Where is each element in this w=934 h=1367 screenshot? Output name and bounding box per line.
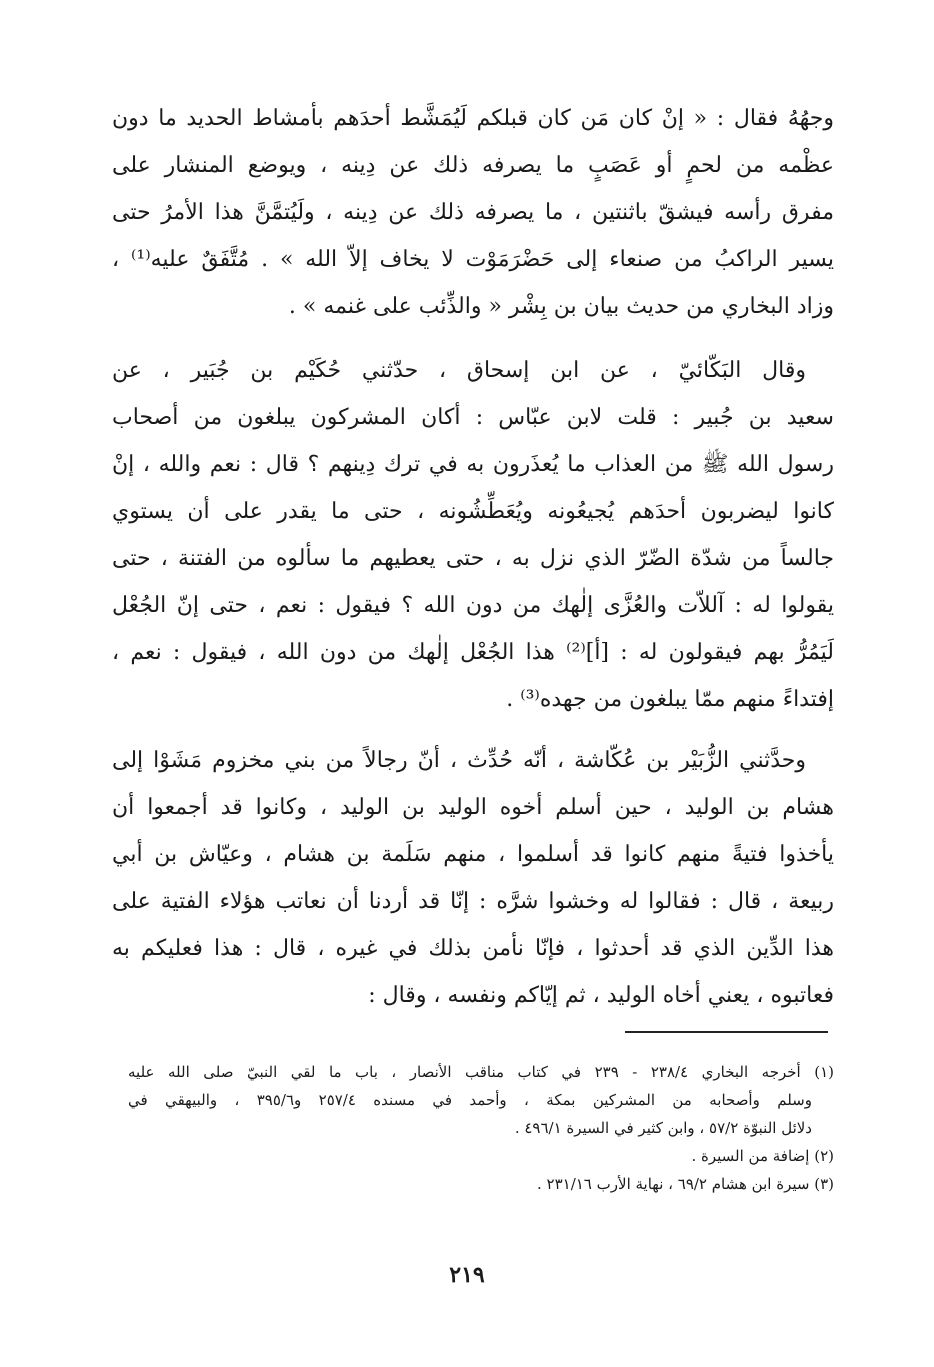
text-line: ربيعة ، قال : فقالوا له وخشوا شرَّه : إنّا قد أردنا أن نعاتب هؤلاء الفتية على: [112, 889, 834, 914]
text-line: كانوا ليضربون أحدَهم يُجيعُونه ويُعَطِّشُونه ، حتى ما يقدر على أن يستوي: [112, 499, 834, 524]
footnote-divider: [625, 1031, 828, 1033]
footnote-2: (٢) إضافة من السيرة .: [691, 1147, 834, 1165]
text-line: جالساً من شدّة الضّرّ الذي نزل به ، حتى يعطيهم ما سألوه من الفتنة ، حتى: [112, 546, 834, 571]
text-line: إفتداءً منهم ممّا يبلغون من جهده⁽³⁾ .: [506, 687, 834, 712]
footnote-1-line: وسلم وأصحابه من المشركين بمكة ، وأحمد في مسنده ٢٥٧/٤ و٣٩٥/٦ ، والبيهقي في: [128, 1091, 812, 1109]
text-line: يسير الراكبُ من صنعاء إلى حَضْرَمَوْت لا يخاف إلاّ الله » . مُتَّفَقٌ عليه⁽¹⁾ ،: [112, 247, 834, 272]
text-line: مفرق رأسه فيشقّ باثنتين ، ما يصرفه ذلك عن دِينه ، ولَيُتمَّنَّ هذا الأمرُ حتى: [112, 200, 834, 225]
text-line: لَيَمُرُّ بهم فيقولون له : [أ]⁽²⁾ هذا الجُعْل إلٰهك من دون الله ، فيقول : نعم ،: [112, 640, 834, 665]
paragraph-1: [112, 95, 834, 330]
text-line: وجهُهُ فقال : « إنْ كان مَن كان قبلكم لَيُمَشَّط أحدَهم بأمشاط الحديد ما دون: [112, 106, 834, 131]
footnote-3: (٣) سيرة ابن هشام ٦٩/٢ ، نهاية الأرب ٢٣١/١٦ .: [536, 1175, 834, 1193]
text-line: هذا الدِّين الذي قد أحدثوا ، فإنّا نأمن بذلك في غيره ، قال : هذا فعليكم به: [112, 936, 834, 961]
footnote-1-line: دلائل النبوّة ٥٧/٢ ، وابن كثير في السيرة ٤٩٦/١ .: [514, 1119, 812, 1137]
text-line: وزاد البخاري من حديث بيان بن بِشْر « والذِّئب على غنمه » .: [288, 294, 834, 319]
text-line: يقولوا له : آللاّت والعُزَّى إلٰهك من دون الله ؟ فيقول : نعم ، حتى إنّ الجُعْل: [112, 593, 834, 618]
footnotes: [128, 1058, 834, 1198]
text-line: وحدَّثني الزُّبَيْر بن عُكّاشة ، أنّه حُدِّث ، أنّ رجالاً من بني مخزوم مَشَوْا إلى: [112, 748, 806, 773]
paragraph-3: [112, 737, 834, 1019]
text-line: سعيد بن جُبير : قلت لابن عبّاس : أكان المشركون يبلغون من أصحاب: [112, 405, 834, 430]
paragraph-2: [112, 347, 834, 723]
text-line: وقال البَكّائيّ ، عن ابن إسحاق ، حدّثني حُكَيْم بن جُبَير ، عن: [112, 358, 806, 383]
text-line: هشام بن الوليد ، حين أسلم أخوه الوليد بن الوليد ، وكانوا قد أجمعوا أن: [112, 795, 834, 820]
text-line: يأخذوا فتيةً منهم كانوا قد أسلموا ، منهم سَلَمة بن هشام ، وعيّاش بن أبي: [112, 842, 834, 867]
text-line: رسول الله ﷺ من العذاب ما يُعذَرون به في ترك دِينهم ؟ قال : نعم والله ، إنْ: [112, 452, 834, 477]
page-number: ٢١٩: [449, 1262, 485, 1288]
footnote-1-line: (١) أخرجه البخاري ٢٣٨/٤ - ٢٣٩ في كتاب مناقب الأنصار ، باب ما لقي النبيّ صلى الله عليه: [128, 1063, 834, 1081]
text-line: فعاتبوه ، يعني أخاه الوليد ، ثم إيّاكم ونفسه ، وقال :: [368, 983, 834, 1008]
text-line: عظْمه من لحمٍ أو عَصَبٍ ما يصرفه ذلك عن دِينه ، ويوضع المنشار على: [112, 153, 834, 178]
